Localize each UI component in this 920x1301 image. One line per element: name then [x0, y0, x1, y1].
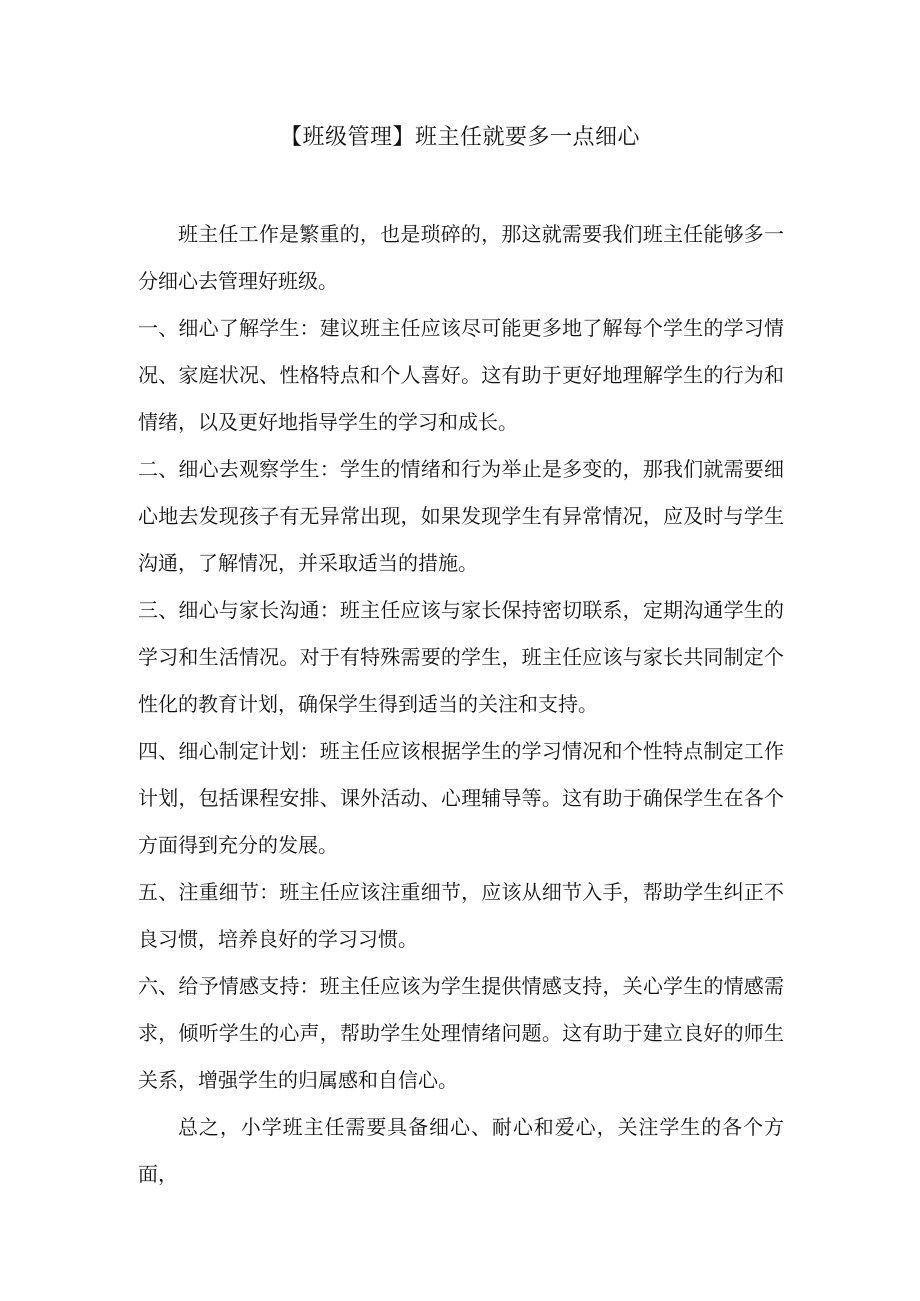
point-paragraph-3: 三、细心与家长沟通：班主任应该与家长保持密切联系，定期沟通学生的学习和生活情况。对于有特殊需要的学生，班主任应该与家长共同制定个性化的教育计划，确保学生得到适当的关注和支持。: [138, 598, 784, 716]
point-paragraph-5: 五、注重细节：班主任应该注重细节，应该从细节入手，帮助学生纠正不良习惯，培养良好的学习习惯。: [138, 880, 784, 951]
document-body: [138, 211, 784, 1198]
point-paragraph-2: 二、细心去观察学生：学生的情绪和行为举止是多变的，那我们就需要细心地去发现孩子有无异常出现，如果发现学生有异常情况，应及时与学生沟通，了解情况，并采取适当的措施。: [138, 457, 784, 575]
intro-paragraph: 班主任工作是繁重的，也是琐碎的，那这就需要我们班主任能够多一分细心去管理好班级。: [138, 222, 784, 293]
point-paragraph-4: 四、细心制定计划：班主任应该根据学生的学习情况和个性特点制定工作计划，包括课程安排、课外活动、心理辅导等。这有助于确保学生在各个方面得到充分的发展。: [138, 739, 784, 857]
point-paragraph-6: 六、给予情感支持：班主任应该为学生提供情感支持，关心学生的情感需求，倾听学生的心声，帮助学生处理情绪问题。这有助于建立良好的师生关系，增强学生的归属感和自信心。: [138, 974, 784, 1092]
document-title: 【班级管理】班主任就要多一点细心: [279, 125, 640, 150]
point-paragraph-1: 一、细心了解学生：建议班主任应该尽可能更多地了解每个学生的学习情况、家庭状况、性格特点和个人喜好。这有助于更好地理解学生的行为和情绪，以及更好地指导学生的学习和成长。: [138, 316, 784, 434]
conclusion-paragraph: 总之，小学班主任需要具备细心、耐心和爱心，关注学生的各个方面，: [138, 1115, 784, 1186]
